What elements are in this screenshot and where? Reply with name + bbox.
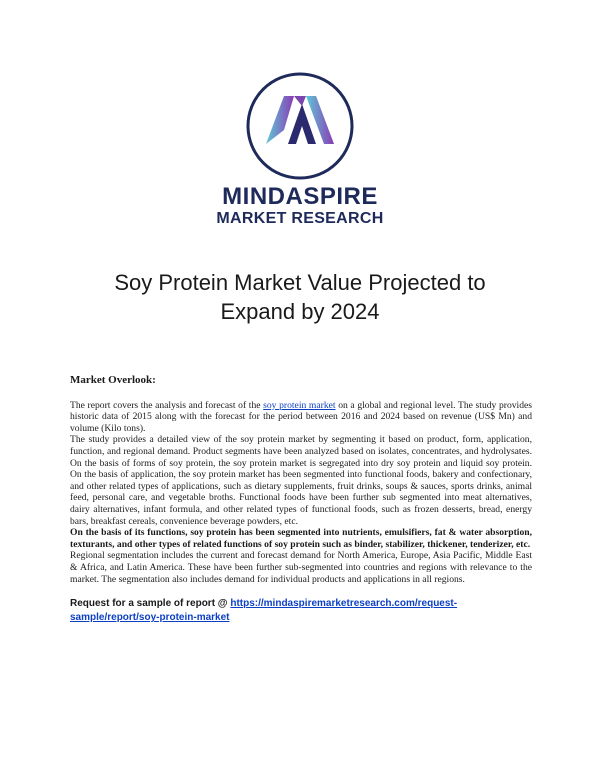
mindaspire-logo-icon	[244, 70, 356, 182]
p1-text-before: The report covers the analysis and forecast of the	[70, 399, 264, 411]
overview-paragraph-2: The study provides a detailed view of the soy protein market by segmenting it based on product, form, application, function, and regional demand. Product segments have been analyzed based on isolates, concentrates, and hydrolysates. On the basis of forms of soy protein, the soy protein market is segregated into dry soy protein and liquid soy protein. On the basis of application, the soy protein market has been segmented into functional foods, bakery and confectionary, and other related types of applications, such as dietary supplements, fruit drinks, soups & sauces, sports drinks, animal feed, personal care, and vegetable broths. Functional foods have been further sub segmented into meat alternatives, dairy alternatives, infant formula, and other related types of functional foods, such as frozen desserts, bread, energy bars, breakfast cereals, convenience beverage powders, etc.	[70, 434, 532, 527]
overview-paragraph-1	[70, 400, 532, 435]
page-title	[60, 268, 540, 326]
report-body	[70, 375, 532, 625]
brand-name: MINDASPIRE	[222, 183, 378, 210]
request-sample-link[interactable]: https://mindaspiremarketresearch.com/request-sample/report/soy-protein-market	[70, 598, 458, 624]
brand-tagline: MARKET RESEARCH	[216, 210, 384, 227]
company-logo	[0, 70, 600, 228]
p1-text-after: on a global and regional level. The study provides historic data of 2015 along with the forecast for the period between 2016 and 2024 based on revenue (US$ Mn) and volume (Kilo tons).	[70, 399, 533, 434]
request-sample	[70, 597, 532, 625]
title-line-2: Expand by 2024	[220, 299, 380, 324]
overview-paragraph-3: On the basis of its functions, soy protein has been segmented into nutrients, emulsifiers, fat & water absorption, texturants, and other types of related functions of soy protein such as binder, stabilizer, thickener, tenderizer, etc.	[70, 527, 532, 550]
section-heading: Market Overlook:	[70, 374, 156, 386]
request-label: Request for a sample of report @	[70, 598, 231, 610]
soy-protein-market-link[interactable]: soy protein market	[263, 399, 336, 411]
title-line-1: Soy Protein Market Value Projected to	[114, 270, 486, 295]
overview-paragraph-4: Regional segmentation includes the current and forecast demand for North America, Europe, Asia Pacific, Middle East & Africa, and Latin America. These have been further sub-segmented into countries and regions with relevance to the market. The segmentation also includes demand for individual products and applications in all regions.	[70, 550, 532, 585]
